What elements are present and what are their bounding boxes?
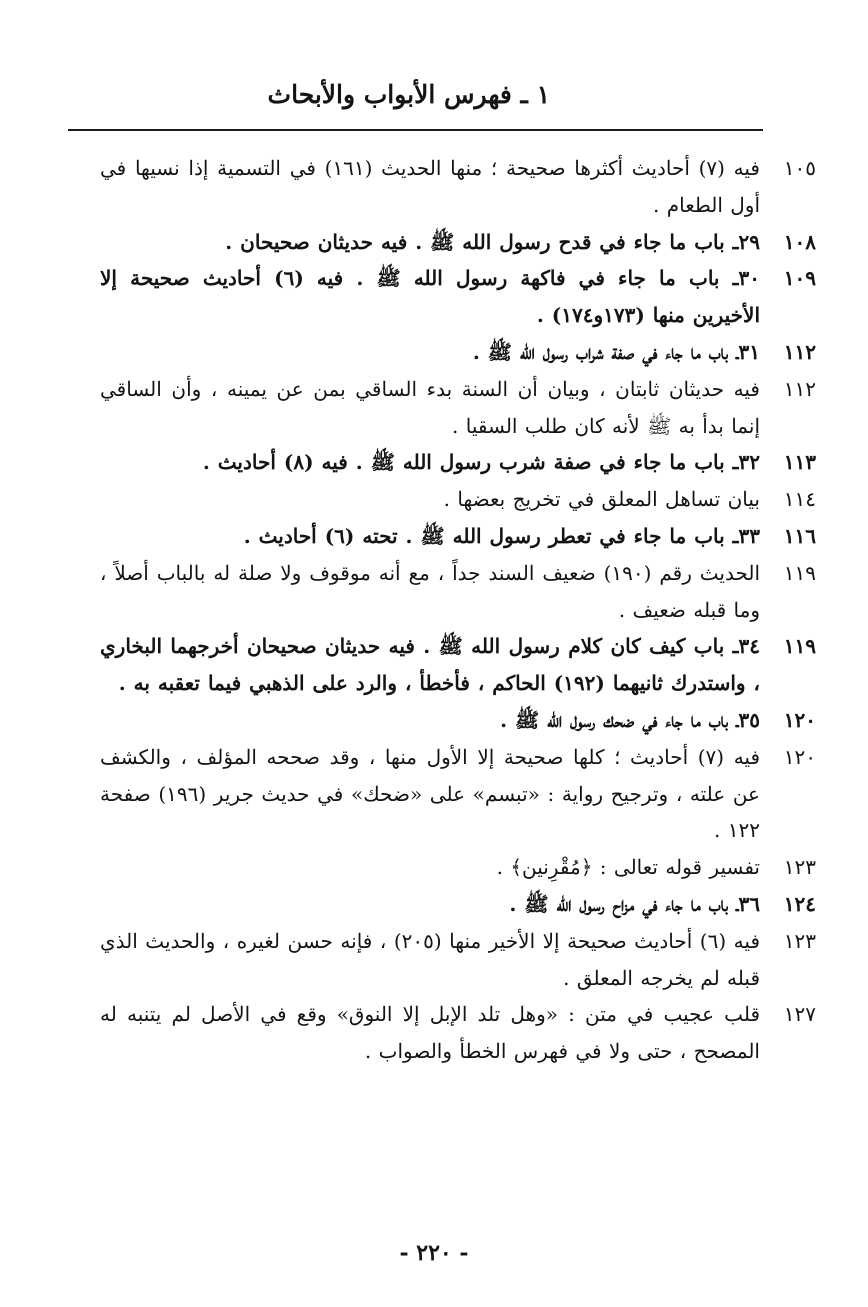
- entry-page-number: ١٠٩: [783, 266, 816, 291]
- index-entry: [100, 996, 816, 1070]
- entry-text: فيه (٦) أحاديث صحيحة إلا الأخير منها (٢٠٥) ، فإنه حسن لغيره ، والحديث الذي قبله لم يخرجه المعلق .: [100, 928, 761, 990]
- entry-page-number: ١١٩: [783, 560, 816, 585]
- entry-page-number: ١٢٠: [783, 707, 816, 732]
- entry-page-number: ١١٩: [783, 634, 816, 659]
- entry-page-number: ١٠٨: [783, 229, 816, 254]
- entry-text: بيان تساهل المعلق في تخريج بعضها .: [443, 487, 760, 512]
- entry-page-number: ١١٣: [783, 450, 816, 475]
- entry-text: ٣٥ـ باب ما جاء في ضحك رسول الله ﷺ .: [500, 707, 760, 732]
- chapter-entry: [100, 518, 816, 555]
- page-header-title: ١ ـ فهرس الأبواب والأبحاث: [267, 80, 550, 109]
- index-list: [100, 150, 816, 1070]
- entry-text: فيه حديثان ثابتان ، وبيان أن السنة بدء الساقي بمن عن يمينه ، وأن الساقي إنما بدأ به ﷺ لأنه كان طلب السقيا .: [100, 376, 760, 438]
- entry-page-number: ١٢٤: [783, 891, 816, 916]
- entry-page-number: ١٢٠: [783, 744, 816, 769]
- chapter-entry: [100, 628, 816, 702]
- index-entry: [100, 739, 816, 849]
- index-entry: [100, 849, 816, 886]
- entry-page-number: ١١٢: [783, 339, 816, 364]
- entry-text: الحديث رقم (١٩٠) ضعيف السند جداً ، مع أنه موقوف ولا صلة له بالباب أصلاً ، وما قبله ضعيف .: [100, 560, 761, 622]
- chapter-entry: [100, 334, 816, 371]
- chapter-entry: [100, 444, 816, 481]
- index-entry: [100, 923, 816, 997]
- entry-page-number: ١١٢: [783, 376, 816, 401]
- chapter-entry: [100, 886, 816, 923]
- index-entry: [100, 481, 816, 518]
- chapter-entry: [100, 702, 816, 739]
- entry-text: تفسير قوله تعالى : ﴿مُقْرِنين﴾ .: [496, 855, 760, 880]
- entry-page-number: ١٢٣: [783, 855, 816, 880]
- entry-text: ٢٩ـ باب ما جاء في قدح رسول الله ﷺ . فيه حديثان صحيحان .: [225, 229, 760, 254]
- entry-page-number: ١٢٧: [783, 1002, 816, 1027]
- chapter-entry: [100, 224, 816, 261]
- entry-text: فيه (٧) أحاديث أكثرها صحيحة ؛ منها الحديث (١٦١) في التسمية إذا نسيها في أول الطعام .: [100, 156, 760, 217]
- entry-text: ٣٤ـ باب كيف كان كلام رسول الله ﷺ . فيه حديثان صحيحان أخرجهما البخاري ، واستدرك ثانيهما (١٩٢) الحاكم ، فأخطأ ، والرد على الذهبي فيما تعقبه به .: [100, 634, 760, 696]
- index-entry: [100, 555, 816, 629]
- chapter-entry: [100, 260, 816, 334]
- header-divider: [68, 129, 763, 131]
- entry-page-number: ١١٦: [783, 523, 816, 548]
- entry-text: فيه (٧) أحاديث ؛ كلها صحيحة إلا الأول منها ، وقد صححه المؤلف ، والكشف عن علته ، وترجيح رواية : «تبسم» على «ضحك» في حديث جرير (١٩٦) صفحة ١٢٢ .: [100, 744, 761, 843]
- entry-page-number: ١٠٥: [783, 156, 816, 180]
- entry-text: قلب عجيب في متن : «وهل تلد الإبل إلا النوق» وقع في الأصل لم يتنبه له المصحح ، حتى ولا في فهرس الخطأ والصواب .: [100, 1002, 760, 1064]
- index-entry: [100, 150, 816, 224]
- entry-text: ٣٦ـ باب ما جاء في مزاح رسول الله ﷺ .: [509, 891, 760, 916]
- entry-text: ٣١ـ باب ما جاء في صفة شراب رسول الله ﷺ .: [472, 339, 760, 364]
- entry-text: ٣٠ـ باب ما جاء في فاكهة رسول الله ﷺ . فيه (٦) أحاديث صحيحة إلا الأخيرين منها (١٧٣و١٧٤) .: [100, 266, 760, 328]
- entry-text: ٣٣ـ باب ما جاء في تعطر رسول الله ﷺ . تحته (٦) أحاديث .: [243, 523, 760, 548]
- entry-text: ٣٢ـ باب ما جاء في صفة شرب رسول الله ﷺ . فيه (٨) أحاديث .: [202, 450, 760, 475]
- page-number-footer: - ٢٢٠ -: [399, 1240, 469, 1266]
- index-entry: [100, 371, 816, 445]
- entry-page-number: ١٢٣: [783, 928, 816, 953]
- entry-page-number: ١١٤: [783, 487, 816, 512]
